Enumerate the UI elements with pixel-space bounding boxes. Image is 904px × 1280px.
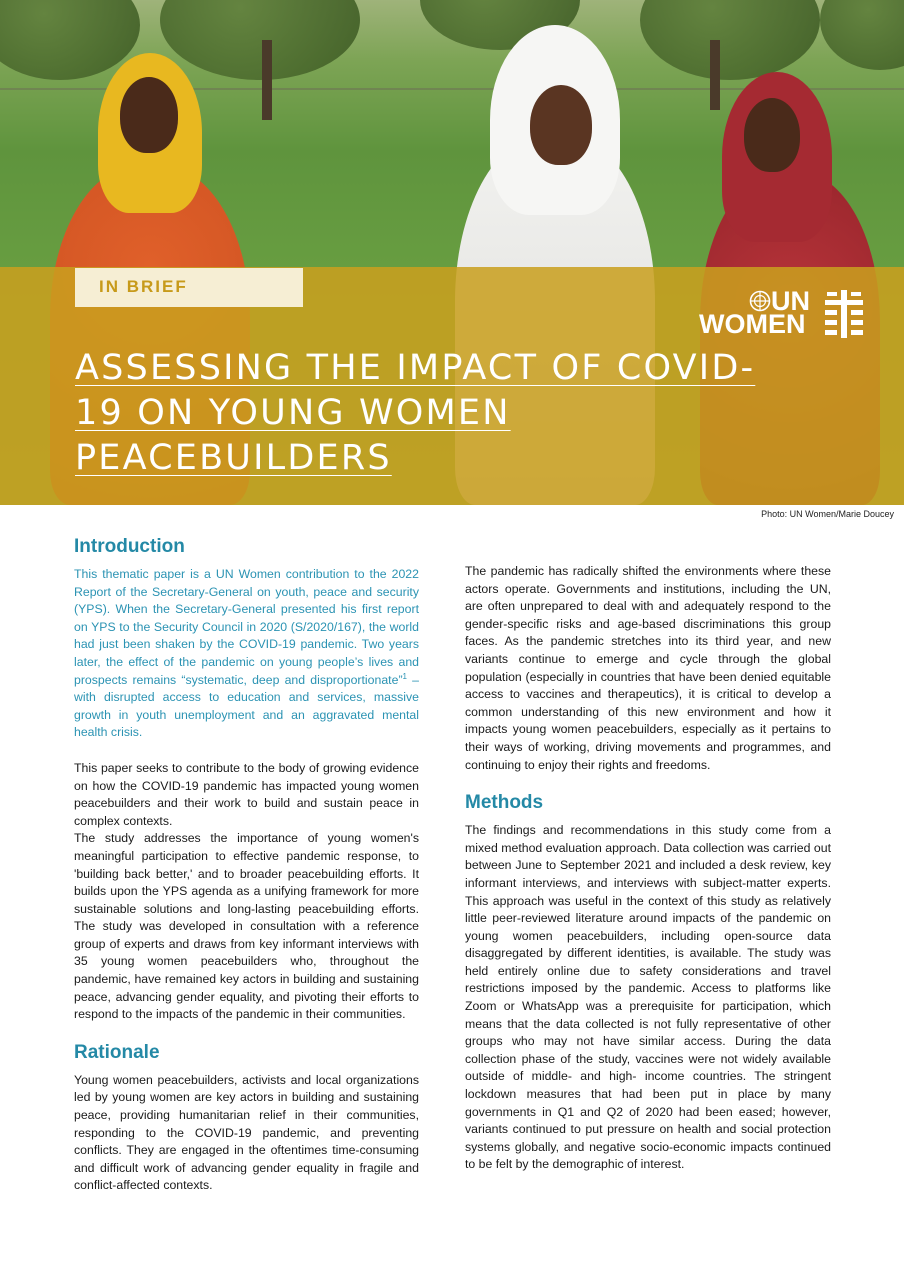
right-column [465,563,831,1174]
introduction-text [74,566,419,742]
intro-text-end: – with disrupted access to education and services, massive growth in youth unemployment and an aggravated mental health crisis. [74,672,419,740]
footnote-marker: 1 [402,671,407,681]
methods-text: The findings and recommendations in this study come from a mixed method evaluation approach. Data collection was carried out between June to September 2021 and included a desk review, key informant interviews, and interviews with subject-matter experts. This approach was useful in the context of this study as relatively little peer-reviewed literature around impacts of the pandemic on young women peacebuilders, including open-source data disaggregated by different identities, is available. The study was held entirely online due to safety considerations and travel restrictions imposed by the pandemic. Access to platforms like Zoom or WhatsApp was a prerequisite for participation, which means that the data collected is not fully representative of other groups who may not have similar access. During the data collection phase of the study, vaccines were not widely available outside of middle- and high- income countries. The stringent lockdown measures that had been put in place by many governments in Q1 and Q2 of 2020 had been eased; however, variants continued to put pressure on health and social protection systems globally, and negative socio-economic impacts continued to be felt by the demographic of interest. [465,823,831,1172]
in-brief-label: IN BRIEF [99,277,188,296]
background-tree [820,0,904,70]
rationale-heading: Rationale [74,1041,160,1063]
rationale-text: Young women peacebuilders, activists and local organizations led by young women are key actors in building and sustaining peace, providing humanitarian relief in their communities, responding to the COVID-19 pandemic, and preventing conflicts. They are engaged in the oftentimes time-consuming and difficult work of advancing gender equality in fragile and conflict-affected contexts. [74,1072,419,1193]
logo-women-text: WOMEN [699,309,806,339]
document-title: ASSESSING THE IMPACT OF COVID-19 ON YOUNG WOMEN PEACEBUILDERS [75,348,756,478]
logo-un-text: UN [771,286,810,316]
paragraph-study: The study addresses the importance of young women's meaningful participation to effective pandemic response, to 'building back better,' and to broader peacebuilding efforts. It builds upon the YPS agenda as a unifying framework for more sustainable solutions and long-lasting peacebuilding efforts. The study was developed in consultation with a reference group of experts and draws from key informant interviews with 35 young women peacebuilders who, throughout the pandemic, have remained key actors in building and sustaining peace, advancing gender equality, and pivoting their efforts to respond to the impacts of the pandemic in their communities. [74,831,419,1022]
intro-text-start: This thematic paper is a UN Women contribution to the 2022 Report of the Secretary-General on youth, peace and security (YPS). When the Secretary-General presented his first report on YPS to the Security Council in 2020 (S/2020/167), the world had just been shaken by the COVID-19 pandemic. Two years later, the effect of the pandemic on young people’s lives and prospects remains “systematic, deep and disproportionate” [74,567,419,687]
photo-credit: Photo: UN Women/Marie Doucey [761,509,894,519]
paragraph-environment: The pandemic has radically shifted the environments where these actors operate. Governments and institutions, including the UN, are often unprepared to deal with and adequately respond to the gender-specific risks and age-based discriminations this group faces. As the pandemic stretches into its third year, and new variants continue to emerge and cycle through the global population (especially in countries that have been denied equitable access to vaccines and therapeutics), it is critical to develop a common understanding of this new environment and how it impacts young women peacebuilders, especially as it pertains to their ways of working, driving movements and programmes, and continuing to enjoy their rights and freedoms. [465,564,831,772]
un-women-logo [697,286,867,342]
un-women-mark-icon [825,290,863,338]
introduction-heading: Introduction [74,536,185,557]
methods-heading: Methods [465,792,544,814]
left-column [74,534,419,1195]
tree-trunk [262,40,272,120]
paragraph-purpose: This paper seeks to contribute to the body of growing evidence on how the COVID-19 pandemic has impacted young women peacebuilders and their work to build and sustain peace in complex contexts. [74,760,419,828]
